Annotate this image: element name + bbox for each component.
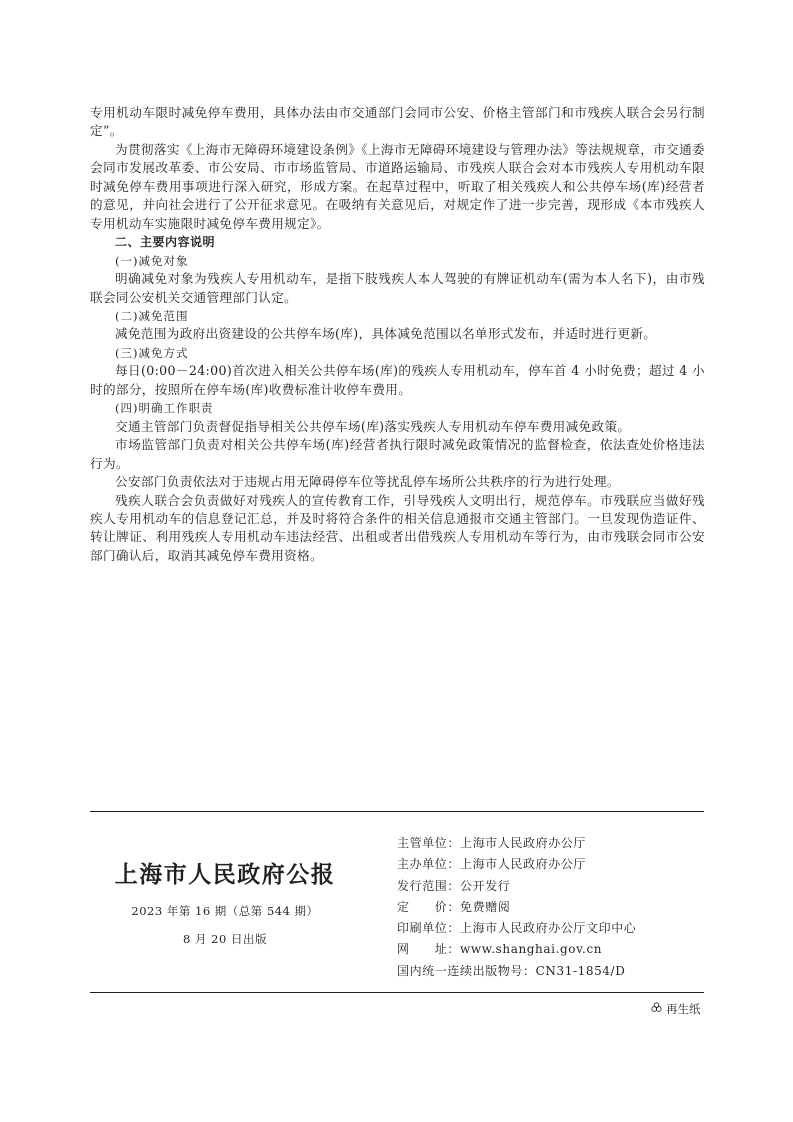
subsection-heading: (四)明确工作职责	[115, 401, 214, 416]
subsection-heading: (三)减免方式	[115, 345, 189, 360]
paragraph: 明确减免对象为残疾人专用机动车，是指下肢残疾人本人驾驶的有牌证机动车(需为本人名下)，由市残联会同公安机关交通管理部门认定。	[90, 271, 705, 305]
info-supervisor: 主管单位：上海市人民政府办公厅	[397, 836, 587, 850]
info-distribution: 发行范围：公开发行	[397, 878, 511, 893]
paragraph: 每日(0:00－24:00)首次进入相关公共停车场(库)的残疾人专用机动车，停车首 4 小时免费；超过 4 小时的部分，按照所在停车场(库)收费标准计收停车费用。	[90, 363, 705, 397]
publication-info	[397, 833, 636, 982]
info-sponsor: 主办单位：上海市人民政府办公厅	[397, 857, 587, 872]
paragraph: 专用机动车限时减免停车费用，具体办法由市交通部门会同市公安、价格主管部门和市残疾人联合会另行制定”。	[90, 105, 705, 139]
recycle-icon	[651, 1002, 662, 1016]
masthead	[90, 856, 380, 947]
subsection-heading: (一)减免对象	[115, 253, 189, 268]
subsection-heading: (二)减免范围	[115, 308, 189, 323]
paragraph: 公安部门负责依法对于违规占用无障碍停车位等扰乱停车场所公共秩序的行为进行处理。	[115, 474, 620, 490]
document-body	[90, 104, 705, 565]
info-printer: 印刷单位：上海市人民政府办公厅文印中心	[397, 921, 637, 936]
paragraph: 交通主管部门负责督促指导相关公共停车场(库)落实残疾人专用机动车停车费用减免政策。	[115, 418, 631, 434]
paragraph: 减免范围为政府出资建设的公共停车场(库)，具体减免范围以名单形式发布，并适时进行更新。	[115, 326, 657, 342]
info-price: 定 价：免费赠阅	[397, 899, 511, 914]
publication-title: 上海市人民政府公报	[114, 861, 336, 888]
issue-number: 2023 年第 16 期（总第 544 期）	[131, 904, 319, 918]
recycled-paper-note	[651, 1001, 701, 1017]
info-serial-number: 国内统一连续出版物号：CN31-1854/D	[397, 963, 626, 978]
bottom-divider	[90, 992, 704, 993]
section-heading: 二、主要内容说明	[115, 235, 216, 250]
paragraph: 市场监管部门负责对相关公共停车场(库)经营者执行限时减免政策情况的监督检查，依法查处价格违法行为。	[90, 437, 705, 471]
paragraph: 为贯彻落实《上海市无障碍环境建设条例》《上海市无障碍环境建设与管理办法》等法规规章，市交通委会同市发展改革委、市公安局、市市场监管局、市道路运输局、市残疾人联合会对本市残疾人专用机动车限时减免停车费用事项进行深入研究，形成方案。在起草过程中，听取了相关残疾人和公共停车场(库)经营者的意见，并向社会进行了公开征求意见。在吸纳有关意见后，对规定作了进一步完善，现形成《本市残疾人专用机动车实施限时减免停车费用规定》。	[90, 141, 705, 231]
top-divider	[90, 811, 704, 812]
info-website: 网 址：www.shanghai.gov.cn	[397, 942, 603, 957]
recycled-paper-label: 再生纸	[666, 1002, 701, 1016]
paragraph: 残疾人联合会负责做好对残疾人的宣传教育工作，引导残疾人文明出行，规范停车。市残联应当做好残疾人专用机动车的信息登记汇总，并及时将符合条件的相关信息通报市交通主管部门。一旦发现伪造证件、转让牌证、利用残疾人专用机动车违法经营、出租或者出借残疾人专用机动车等行为，由市残联会同市公安部门确认后，取消其减免停车费用资格。	[90, 492, 705, 563]
publication-date: 8 月 20 日出版	[183, 932, 267, 946]
